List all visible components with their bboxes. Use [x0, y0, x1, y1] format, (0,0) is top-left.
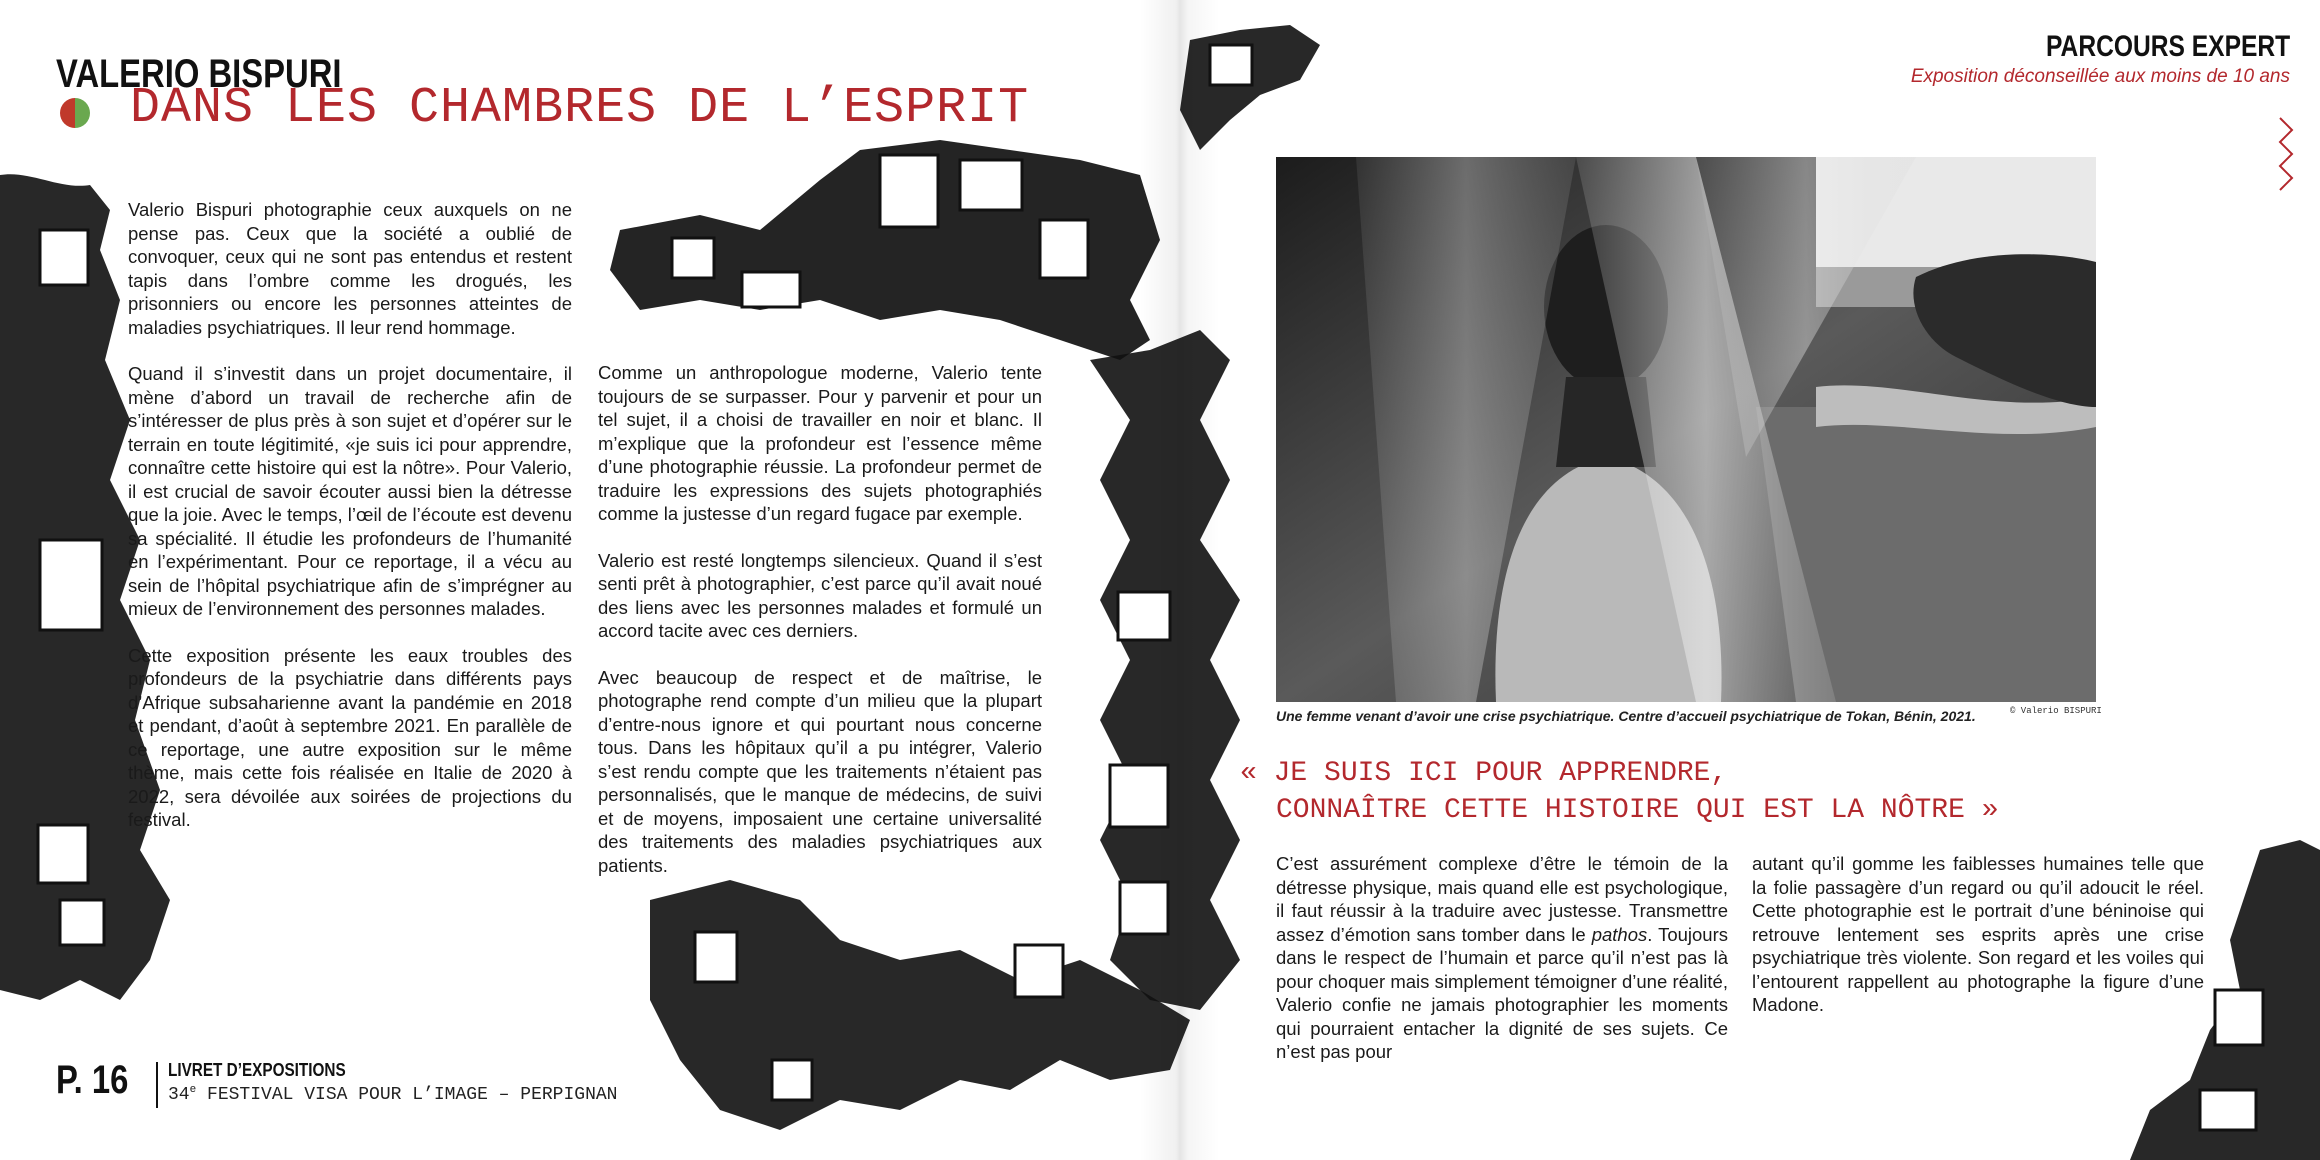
paragraph: C’est assurément complexe d’être le témoin de la détresse physique, mais quand elle est psychologique, il faut réussir à la traduire avec justesse. Transmettre assez d’émotion sans tomber dans le pathos. Toujours dans le respect de l’humain et parce qu’il n’est pas là pour choquer mais simplement témoigner d’une réalité, Valerio confie ne jamais photographier les moments qui pourraient entacher la dignité de ses sujets. Ce n’est pas pour: [1276, 853, 1728, 1062]
paragraph: Avec beaucoup de respect et de maîtrise, le photographe rend compte d’un milieu que la plupart d’entre-nous ignore et qui pourtant nous concerne tous. Dans les hôpitaux qu’il a pu intégrer, Valerio s’est rendu compte que les traitements n’étaient pas personnalisés, que le manque de médecins, de suivi et de moyens, imposaient une certaine universalité des traitements des maladies psychiatriques aux patients.: [598, 666, 1042, 876]
paragraph: Valerio est resté longtemps silencieux. Quand il s’est senti prêt à photographier, c’est parce qu’il avait noué des liens avec les personnes malades et formulé un accord tacite avec ces derniers.: [598, 549, 1042, 641]
photographer-name: VALERIO BISPURI: [56, 52, 342, 96]
article-column-4: [1752, 852, 2204, 1040]
photo-caption: Une femme venant d’avoir une crise psychiatrique. Centre d’accueil psychiatrique de Tokan, Bénin, 2021.: [1276, 708, 1976, 724]
footer-festival: 34e FESTIVAL VISA POUR L’IMAGE – PERPIGNAN: [168, 1084, 618, 1105]
age-warning: Exposition déconseillée aux moins de 10 ans: [1910, 66, 2290, 87]
article-column-3: [1276, 852, 1728, 1087]
featured-photograph: [1276, 157, 2096, 702]
footer-divider: [156, 1062, 158, 1108]
paragraph: Quand il s’investit dans un projet documentaire, il mène d’abord un travail de recherche afin de s’intéresser de plus près à son sujet et d’opérer sur le terrain en toute légitimité, «je suis ici pour apprendre, connaître cette histoire qui est la nôtre». Pour Valerio, il est crucial de savoir écouter aussi bien la détresse que la joie. Avec le temps, l’œil de l’écoute est devenu sa spécialité. Il étudie les profondeurs de l’humanité en l’expérimentant. Pour ce reportage, il a vécu au sein de l’hôpital psychiatrique afin de s’imprégner au mieux de l’environnement des personnes malades.: [128, 363, 572, 619]
page-number: P. 16: [56, 1058, 129, 1102]
photo-credit: © Valerio BISPURI: [2010, 706, 2102, 716]
paragraph: Valerio Bispuri photographie ceux auxquels on ne pense pas. Ceux que la société a oublié de convoquer, ceux qui ne sont pas entendus et restent tapis dans l’ombre comme les drogués, les prisonniers ou encore les personnes atteintes de maladies psychiatriques. Il leur rend hommage.: [128, 199, 572, 338]
pull-quote: « JE SUIS ICI POUR APPRENDRE, CONNAÎTRE CETTE HISTOIRE QUI EST LA NÔTRE »: [1240, 758, 1999, 826]
section-label: PARCOURS EXPERT: [2045, 30, 2290, 63]
zigzag-decoration-icon: [2280, 118, 2292, 190]
article-column-1: [128, 198, 572, 855]
age-rating-badge-icon: [60, 98, 90, 128]
section-header: [1911, 30, 2290, 88]
exhibition-title: DANS LES CHAMBRES DE L’ESPRIT: [130, 80, 1030, 137]
paragraph: Cette exposition présente les eaux troubles des profondeurs de la psychiatrie dans différents pays d’Afrique subsaharienne avant la pandémie en 2018 et pendant, d’août à septembre 2021. En parallèle de ce reportage, une autre exposition sur le même thème, mais cette fois réalisée en Italie de 2020 à 2022, sera dévoilée aux soirées de projections du festival.: [128, 644, 572, 830]
article-column-2: [598, 361, 1042, 900]
paragraph: autant qu’il gomme les faiblesses humaines telle que la folie passagère d’un regard ou qu’il adoucit le réel. Cette photographie est le portrait d’une béninoise qui retrouve lentement ses esprits après une crise psychiatrique très violente. Son regard et les voiles qui l’entourent rappellent au photographe la figure d’une Madone.: [1752, 853, 2204, 1015]
paragraph: Comme un anthropologue moderne, Valerio tente toujours de se surpasser. Pour y parvenir et pour un tel sujet, il a choisi de travailler en noir et blanc. Il m’explique que la profondeur est l’essence même d’une photographie réussie. La profondeur permet de traduire les expressions des sujets photographiés comme la justesse d’un regard fugace par exemple.: [598, 362, 1042, 524]
footer-publication: LIVRET D’EXPOSITIONS: [168, 1060, 346, 1080]
